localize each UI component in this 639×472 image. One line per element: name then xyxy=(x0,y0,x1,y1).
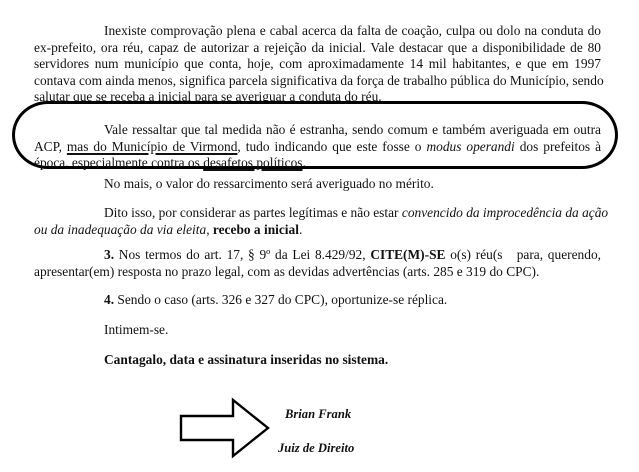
bold-citem-se: CITE(M)-SE xyxy=(370,247,446,262)
underlined-virmond: mas do Município de Virmond xyxy=(66,138,238,154)
paragraph-4-line-2 xyxy=(34,222,302,239)
text-acp: ACP, xyxy=(34,138,62,154)
paragraph-8: Cantagalo, data e assinatura inseridas no sistema. xyxy=(104,352,389,367)
italic-inadequacao: ou da inadequação da via eleita xyxy=(34,221,207,237)
paragraph-7: Intimem-se. xyxy=(104,322,169,337)
paragraph-6 xyxy=(104,292,447,309)
item-number-4: 4. xyxy=(104,292,115,307)
italic-convencido: convencido da improcedência da ação xyxy=(401,205,609,220)
text-tudo-indicando: , tudo indicando que este fosse o xyxy=(237,138,422,154)
signature-title: Juiz de Direito xyxy=(278,441,355,455)
item-number-3: 3. xyxy=(104,247,115,262)
paragraph-1-line-1: Inexiste comprovação plena e cabal acerca da falta de coação, culpa ou dolo na conduta do xyxy=(104,23,601,38)
text-dos-prefeitos: dos prefeitos à xyxy=(519,138,602,154)
paragraph-5-line-2: apresentar(em) resposta no prazo legal, com as devidas advertências (arts. 285 e 319 do CPC). xyxy=(34,263,540,279)
paragraph-2-line-2 xyxy=(34,139,601,156)
text-period: . xyxy=(302,155,306,171)
paragraph-2-line-1: Vale ressaltar que tal medida não é estranha, sendo comum e também averiguada em outra xyxy=(104,122,601,137)
text-dito-isso: Dito isso, por considerar as partes legítimas e não estar xyxy=(104,205,399,220)
text-reu-para: o(s) réu(s para, querendo, xyxy=(450,247,601,262)
paragraph-4-line-1 xyxy=(104,205,609,222)
paragraph-1-line-4: contava com ainda menos, significa parcela significativa da força de trabalho pública do Município, sendo xyxy=(34,72,604,88)
bold-recebo-inicial: recebo a inicial xyxy=(212,221,299,237)
text-epoca: época, especialmente contra os xyxy=(34,155,200,171)
text-period-2: . xyxy=(298,221,303,237)
text-comma: , xyxy=(206,221,210,237)
paragraph-3: No mais, o valor do ressarcimento será averiguado no mérito. xyxy=(104,176,434,191)
underlined-desafetos: desafetos políticos xyxy=(203,155,303,171)
paragraph-1-line-3: servidores num município que conta, hoje, com aproximadamente 14 mil habitantes, e que em 1997 xyxy=(34,56,601,72)
paragraph-1-line-2: ex-prefeito, ora réu, capaz de autorizar a rejeição da inicial. Vale destacar que a disponibilidade de 80 xyxy=(34,39,601,55)
arrow-right-outline-icon xyxy=(179,397,271,459)
text-nos-termos: Nos termos do art. 17, § 9º da Lei 8.429/92, xyxy=(118,247,366,262)
paragraph-1-line-5: salutar que se receba a inicial para se averiguar a conduta do réu. xyxy=(34,89,382,105)
paragraph-2-line-3 xyxy=(34,155,306,172)
italic-modus-operandi: modus operandi xyxy=(426,138,515,154)
text-sendo-o-caso: Sendo o caso (arts. 326 e 327 do CPC), oportunize-se réplica. xyxy=(117,292,448,307)
signature-name: Brian Frank xyxy=(285,407,352,421)
paragraph-5-line-1 xyxy=(104,247,601,264)
